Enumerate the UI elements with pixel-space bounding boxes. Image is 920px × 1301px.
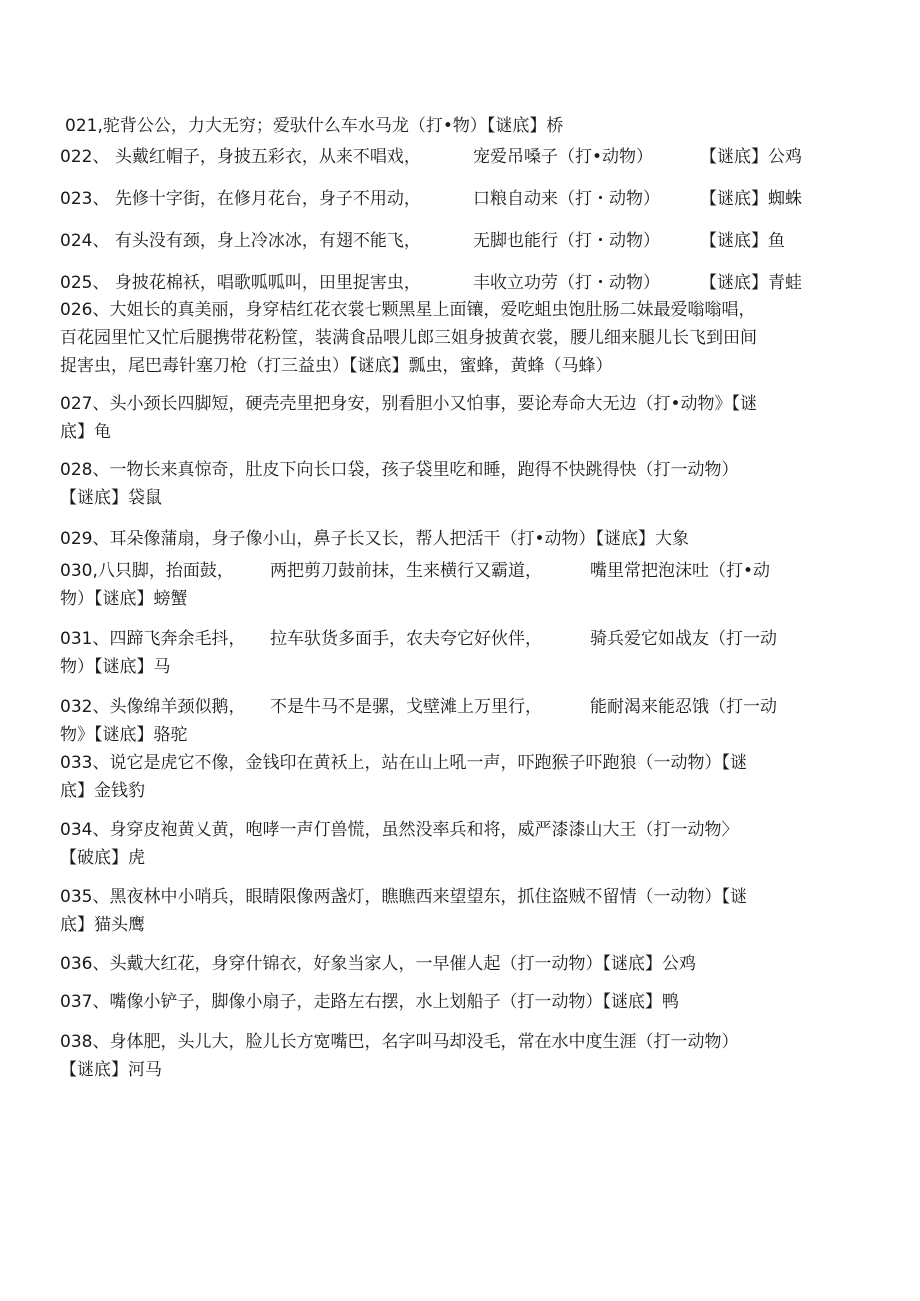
riddle-text: 底】猫头鹰 <box>60 915 145 935</box>
riddle-line <box>60 950 830 978</box>
riddle-text: 035、黑夜林中小哨兵，眼睛限像两盏灯，瞧瞧西来望望东，抓住盗贼不留情（一动物）【谜 <box>60 887 747 907</box>
riddle-line <box>60 390 830 418</box>
riddle-item <box>60 296 830 380</box>
riddle-item <box>60 112 830 140</box>
riddle-line <box>60 988 830 1016</box>
riddle-text: 【谜底】河马 <box>60 1060 162 1080</box>
riddle-text: 【谜底】青蛙 <box>700 273 802 293</box>
riddle-item <box>60 1028 830 1084</box>
riddle-text: 036、头戴大红花，身穿什锦衣，好象当家人，一早催人起（打一动物）【谜底】公鸡 <box>60 954 696 974</box>
riddle-line <box>60 418 830 446</box>
riddle-text: 口粮自动来（打・动物） <box>473 189 660 209</box>
riddle-line <box>60 721 830 749</box>
riddle-text: 【谜底】袋鼠 <box>60 488 162 508</box>
riddle-line <box>60 883 830 911</box>
riddle-line <box>60 484 830 512</box>
riddle-text: 【谜底】鱼 <box>700 231 785 251</box>
riddle-line <box>60 693 830 721</box>
riddle-text: 无脚也能行（打・动物） <box>473 231 660 251</box>
riddle-text: 027、头小颈长四脚短，硬壳壳里把身安，别看胆小又怕事，要论寿命大无边（打•动物》【谜 <box>60 394 757 414</box>
riddle-item <box>60 883 830 939</box>
riddle-item <box>60 525 830 553</box>
riddle-item <box>60 816 830 872</box>
riddle-text: 032、头像绵羊颈似鹅， <box>60 697 246 717</box>
riddle-line <box>60 185 830 213</box>
riddle-text: 百花园里忙又忙后腿携带花粉筐，装满食品喂儿郎三姐身披黄衣裳，腰儿细来腿儿长飞到田间 <box>60 328 757 348</box>
riddle-line <box>60 112 830 140</box>
riddle-line <box>60 844 830 872</box>
riddle-item <box>60 557 830 613</box>
riddle-line <box>60 1028 830 1056</box>
riddle-line <box>60 525 830 553</box>
riddle-text: 丰收立功劳（打・动物） <box>473 273 660 293</box>
riddle-text: 030,八只脚，抬面鼓， <box>60 561 234 581</box>
riddle-item <box>60 143 830 171</box>
riddle-text: 028、一物长来真惊奇，肚皮下向长口袋，孩子袋里吃和睡，跑得不快跳得快（打一动物） <box>60 460 739 480</box>
riddle-line <box>60 585 830 613</box>
riddle-text: 骑兵爱它如战友（打一动 <box>590 629 777 649</box>
riddle-line <box>60 777 830 805</box>
riddle-line <box>60 749 830 777</box>
riddle-text: 021,驼背公公，力大无穷；爱驮什么车水马龙（打•物）【谜底】桥 <box>65 116 564 136</box>
riddle-text: 025、 身披花棉袄，唱歌呱呱叫，田里捉害虫， <box>60 273 421 293</box>
riddle-line <box>60 296 830 324</box>
riddle-line <box>60 816 830 844</box>
riddle-text: 底】龟 <box>60 422 111 442</box>
riddle-text: 038、身体肥，头儿大，脸儿长方宽嘴巴，名字叫马却没毛，常在水中度生涯（打一动物） <box>60 1032 739 1052</box>
riddle-text: 037、嘴像小铲子，脚像小扇子，走路左右摆，水上划船子（打一动物）【谜底】鸭 <box>60 992 679 1012</box>
riddle-text: 026、大姐长的真美丽，身穿桔红花衣裳七颗黑星上面镶，爱吃蛆虫饱肚肠二妹最爱嗡嗡唱， <box>60 300 756 320</box>
riddle-line <box>60 557 830 585</box>
riddle-line <box>60 352 830 380</box>
riddle-text: 024、 有头没有颈，身上冷冰冰，有翅不能飞， <box>60 231 421 251</box>
riddle-text: 能耐渴来能忍饿（打一动 <box>590 697 777 717</box>
riddle-text: 两把剪刀鼓前抹，生来横行又霸道， <box>270 561 542 581</box>
riddle-line <box>60 653 830 681</box>
riddle-text: 【谜底】公鸡 <box>700 147 802 167</box>
riddle-line <box>60 269 830 297</box>
riddle-line <box>60 911 830 939</box>
riddle-item <box>60 456 830 512</box>
riddle-text: 宠爱吊嗓子（打•动物） <box>473 147 654 167</box>
riddle-text: 嘴里常把泡沫吐（打•动 <box>590 561 771 581</box>
riddle-line <box>60 227 830 255</box>
riddle-text: 029、耳朵像蒲扇，身子像小山，鼻子长又长，帮人把活干（打•动物）【谜底】大象 <box>60 529 689 549</box>
riddle-item <box>60 390 830 446</box>
riddle-item <box>60 185 830 213</box>
riddle-text: 物）【谜底】马 <box>60 657 171 677</box>
riddle-item <box>60 625 830 681</box>
riddle-item <box>60 693 830 749</box>
riddle-text: 不是牛马不是骡，戈壁滩上万里行， <box>270 697 542 717</box>
riddle-item <box>60 749 830 805</box>
riddle-text: 捉害虫，尾巴毒针塞刀枪（打三益虫）【谜底】瓢虫，蜜蜂，黄蜂（马蜂） <box>60 356 613 376</box>
riddle-line <box>60 625 830 653</box>
riddle-text: 【谜底】蜘蛛 <box>700 189 802 209</box>
riddle-item <box>60 988 830 1016</box>
riddle-text: 023、 先修十字街，在修月花台，身子不用动， <box>60 189 421 209</box>
riddle-line <box>60 1056 830 1084</box>
riddle-text: 【破底】虎 <box>60 848 145 868</box>
riddle-item <box>60 269 830 297</box>
riddle-text: 022、 头戴红帽子，身披五彩衣，从来不唱戏， <box>60 147 421 167</box>
riddle-item <box>60 227 830 255</box>
riddle-text: 034、身穿皮袍黄乂黄，咆哮一声仃兽慌，虽然没率兵和将，威严漆漆山大王（打一动物〉 <box>60 820 739 840</box>
riddle-text: 拉车驮货多面手，农夫夸它好伙伴， <box>270 629 542 649</box>
riddle-line <box>60 143 830 171</box>
riddle-line <box>60 456 830 484</box>
riddle-text: 物》【谜底】骆驼 <box>60 725 188 745</box>
riddle-text: 033、说它是虎它不像，金钱印在黄袄上，站在山上吼一声，吓跑猴子吓跑狼（一动物）【谜 <box>60 753 747 773</box>
riddle-text: 031、四蹄飞奔余毛抖， <box>60 629 246 649</box>
riddle-text: 物）【谜底】螃蟹 <box>60 589 188 609</box>
riddle-line <box>60 324 830 352</box>
riddle-item <box>60 950 830 978</box>
riddle-text: 底】金钱豹 <box>60 781 145 801</box>
